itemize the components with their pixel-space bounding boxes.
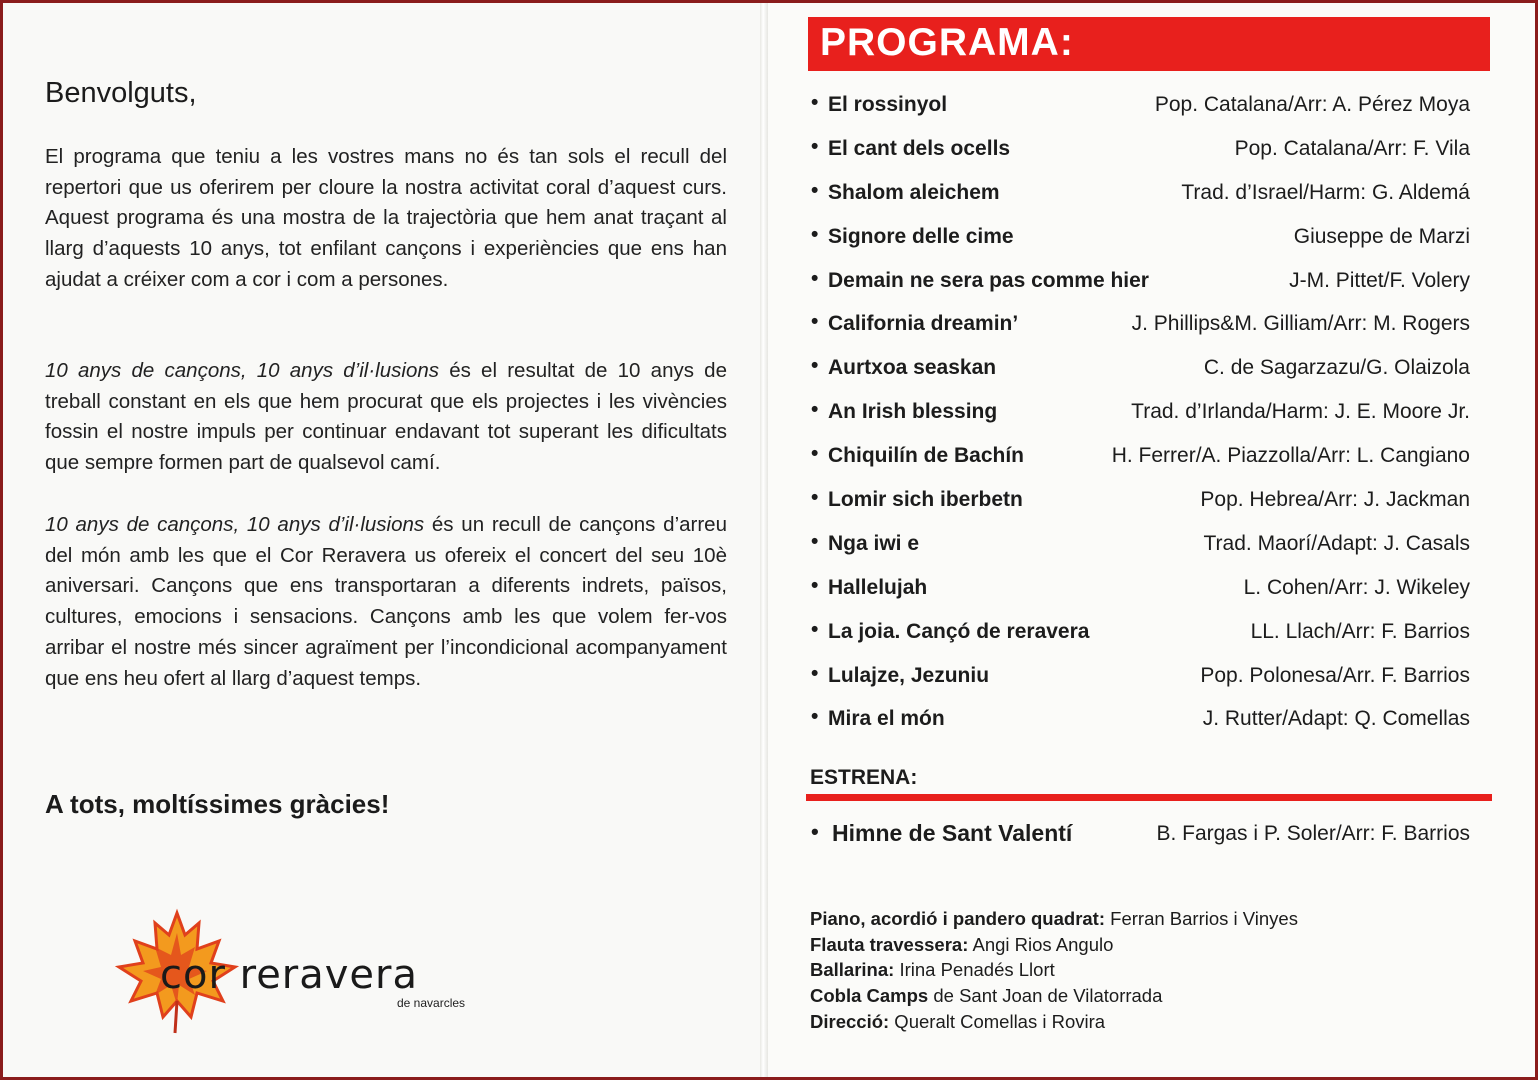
program-title: PROGRAMA: bbox=[820, 21, 1074, 64]
program-item bbox=[808, 261, 1470, 305]
song-title: Hallelujah bbox=[828, 575, 928, 599]
program-item bbox=[808, 699, 1470, 743]
credit-role: Cobla Camps bbox=[810, 985, 929, 1007]
song-title: Lulajze, Jezuniu bbox=[828, 663, 990, 687]
bullet-icon: • bbox=[811, 266, 819, 290]
program-item bbox=[808, 173, 1470, 217]
bullet-icon: • bbox=[811, 819, 819, 844]
song-credit: Pop. Polonesa/Arr. F. Barrios bbox=[1200, 663, 1470, 687]
program-item bbox=[808, 656, 1470, 700]
greeting: Benvolguts, bbox=[45, 77, 197, 109]
paragraph-collection bbox=[45, 510, 727, 694]
bullet-icon: • bbox=[811, 705, 819, 729]
song-title: Chiquilín de Bachín bbox=[828, 444, 1025, 468]
estrena-song: Himne de Sant Valentí bbox=[832, 820, 1073, 846]
bullet-icon: • bbox=[811, 354, 819, 378]
song-title: Aurtxoa seaskan bbox=[828, 356, 997, 380]
song-credit: Pop. Hebrea/Arr: J. Jackman bbox=[1200, 488, 1470, 512]
song-credit: Pop. Catalana/Arr: A. Pérez Moya bbox=[1154, 93, 1470, 116]
song-credit: Trad. d’Israel/Harm: G. Aldemá bbox=[1181, 180, 1470, 204]
song-credit: L. Cohen/Arr: J. Wikeley bbox=[1243, 575, 1470, 599]
bullet-icon: • bbox=[811, 222, 819, 246]
program-list bbox=[808, 85, 1470, 743]
song-title: El rossinyol bbox=[828, 93, 948, 116]
bullet-icon: • bbox=[811, 442, 819, 466]
song-credit: Trad. d’Irlanda/Harm: J. E. Moore Jr. bbox=[1131, 400, 1470, 424]
song-credit: Trad. Maorí/Adapt: J. Casals bbox=[1203, 531, 1470, 555]
song-title: Lomir sich iberbetn bbox=[828, 488, 1023, 512]
bullet-icon: • bbox=[811, 178, 819, 202]
paragraph-collection-body: és un recull de cançons d’arreu del món amb les que el Cor Reravera us ofereix el concert del seu 10è aniversari. Cançons que ens transportaran a diferents indrets, països, cultures, emocions i sensacions. Cançons amb les que volem fer-vos arribar el nostre més sincer agraïment per l’incondicional acompanyament que ens heu ofert al llarg d’aquest temps. bbox=[45, 513, 727, 690]
song-title: Signore delle cime bbox=[828, 224, 1014, 248]
bullet-icon: • bbox=[811, 661, 819, 685]
song-title: An Irish blessing bbox=[828, 400, 998, 424]
credit-row bbox=[810, 957, 1298, 983]
paragraph-result-title: 10 anys de cançons, 10 anys d’il·lusions bbox=[45, 359, 439, 382]
estrena-title: ESTRENA: bbox=[810, 766, 918, 789]
song-credit: Giuseppe de Marzi bbox=[1293, 224, 1470, 248]
bullet-icon: • bbox=[811, 617, 819, 641]
song-title: Mira el món bbox=[828, 707, 945, 731]
credit-name: de Sant Joan de Vilatorrada bbox=[928, 985, 1163, 1007]
program-item bbox=[808, 568, 1470, 612]
page-fold bbox=[760, 3, 768, 1077]
bullet-icon: • bbox=[811, 310, 819, 334]
song-credit: J. Rutter/Adapt: Q. Comellas bbox=[1202, 707, 1470, 731]
bullet-icon: • bbox=[811, 486, 819, 510]
paragraph-result bbox=[45, 356, 727, 479]
song-title: Nga iwi e bbox=[828, 531, 920, 555]
song-title: La joia. Cançó de reravera bbox=[828, 619, 1090, 643]
program-item bbox=[808, 304, 1470, 348]
bullet-icon: • bbox=[811, 91, 819, 114]
credit-row bbox=[810, 1009, 1298, 1035]
program-item bbox=[808, 85, 1470, 129]
credit-row bbox=[810, 983, 1298, 1009]
song-credit: C. de Sagarzazu/G. Olaizola bbox=[1203, 356, 1470, 380]
song-title: California dreamin’ bbox=[828, 312, 1019, 336]
credit-name: Queralt Comellas i Rovira bbox=[889, 1010, 1106, 1032]
program-item bbox=[808, 524, 1470, 568]
credit-role: Ballarina: bbox=[810, 959, 895, 981]
credit-name: Irina Penadés Llort bbox=[894, 959, 1055, 981]
program-header bbox=[808, 17, 1490, 71]
credit-row bbox=[810, 932, 1298, 958]
paragraph-result-body: és el resultat de 10 anys de treball constant en els que hem procurat que els projectes i les vivències fossin el nostre impuls per continuar endavant tot superant les dificultats que sempre formen part de qualsevol camí. bbox=[45, 359, 727, 475]
program-item bbox=[808, 436, 1470, 480]
song-title: El cant dels ocells bbox=[828, 136, 1011, 160]
paragraph-collection-title: 10 anys de cançons, 10 anys d’il·lusions bbox=[45, 513, 425, 536]
song-credit: H. Ferrer/A. Piazzolla/Arr: L. Cangiano bbox=[1111, 444, 1470, 468]
credit-role: Piano, acordió i pandero quadrat: bbox=[810, 908, 1106, 929]
song-credit: Pop. Catalana/Arr: F. Vila bbox=[1234, 136, 1470, 160]
song-title: Shalom aleichem bbox=[828, 180, 1000, 204]
estrena-item bbox=[808, 815, 1470, 851]
bullet-icon: • bbox=[811, 529, 819, 553]
bullet-icon: • bbox=[811, 134, 819, 158]
credit-name: Ferran Barrios i Vinyes bbox=[1105, 908, 1298, 929]
bullet-icon: • bbox=[811, 398, 819, 422]
credit-role: Flauta travessera: bbox=[810, 933, 969, 955]
song-credit: J-M. Pittet/F. Volery bbox=[1289, 268, 1470, 292]
credit-role: Direcció: bbox=[810, 1010, 890, 1032]
credit-name: Angi Rios Angulo bbox=[968, 933, 1114, 955]
performer-credits bbox=[810, 906, 1298, 1035]
program-item bbox=[808, 129, 1470, 173]
program-item bbox=[808, 612, 1470, 656]
song-credit: J. Phillips&M. Gilliam/Arr: M. Rogers bbox=[1131, 312, 1470, 336]
program-item bbox=[808, 217, 1470, 261]
song-credit: LL. Llach/Arr: F. Barrios bbox=[1250, 619, 1470, 643]
program-item bbox=[808, 392, 1470, 436]
program-item bbox=[808, 348, 1470, 392]
bullet-icon: • bbox=[811, 573, 819, 597]
program-item bbox=[808, 480, 1470, 524]
logo-name: cor reravera bbox=[160, 952, 418, 998]
paragraph-intro: El programa que teniu a les vostres mans no és tan sols el recull del repertori que us oferirem per cloure la nostra activitat coral d’aquest curs. Aquest programa és una mostra de la trajectòria que hem anat traçant al llarg d’aquests 10 anys, tot enfilant cançons i experiències que ens han ajudat a créixer com a cor i com a persones. bbox=[45, 145, 727, 291]
logo-subtitle: de navarcles bbox=[397, 996, 466, 1010]
thanks-text: A tots, moltíssimes gràcies! bbox=[45, 789, 390, 819]
estrena-divider bbox=[806, 794, 1492, 801]
estrena-credit: B. Fargas i P. Soler/Arr: F. Barrios bbox=[1156, 822, 1470, 845]
song-title: Demain ne sera pas comme hier bbox=[828, 268, 1149, 292]
credit-row bbox=[810, 906, 1298, 932]
